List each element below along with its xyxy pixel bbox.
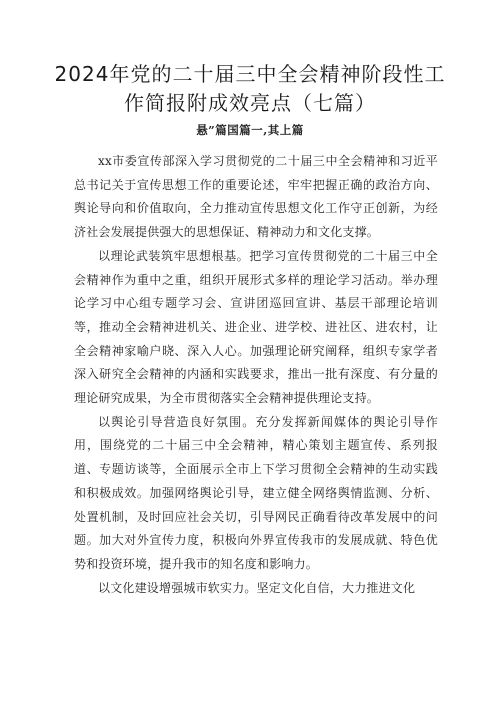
document-subtitle: 悬”篇国篇一,其上篇 — [196, 123, 304, 137]
paragraph-theory: 以理论武装筑牢思想根基。把学习宣传贯彻党的二十届三中全会精神作为重中之重，组织开展形式多样的理论学习活动。举办理论学习中心组专题学习会、宣讲团巡回宣讲、基层干部理论培训等，推动全会精神进机关、进企业、进学校、进社区、进农村，让全会精神家喻户晓、深入人心。加强理论研究阐释，组织专家学者深入研究全会精神的内涵和实践要求，推出一批有深度、有分量的理论研究成果，为全市贯彻落实全会精神提供理论支持。 — [74, 248, 438, 406]
paragraph-culture: 以文化建设增强城市软实力。坚定文化自信，大力推进文化 — [98, 580, 416, 595]
paragraph-intro: xx市委宣传部深入学习贯彻党的二十届三中全会精神和习近平总书记关于宣传思想工作的重要论述，牢牢把握正确的政治方向、舆论导向和价值取向，全力推动宣传思想文化工作守正创新，为经济社会发展提供强大的思想保证、精神动力和文化支撑。 — [74, 154, 438, 240]
document-title — [40, 60, 460, 118]
document-body — [74, 150, 438, 600]
paragraph-public-opinion: 以舆论引导营造良好氛围。充分发挥新闻媒体的舆论引导作用，围绕党的二十届三中全会精神，精心策划主题宣传、系列报道、专题访谈等，全面展示全市上下学习贯彻全会精神的生动实践和积极成效。加强网络舆论引导，建立健全网络舆情监测、分析、处置机制，及时回应社会关切，引导网民正确看待改革发展中的问题。加大对外宣传力度，积极向外界宣传我市的发展成就、特色优势和投资环境，提升我市的知名度和影响力。 — [74, 414, 438, 571]
title-line-1: 2024年党的二十届三中全会精神阶段性工 — [54, 62, 446, 86]
title-line-2: 作简报附成效亮点（七篇） — [124, 91, 376, 115]
